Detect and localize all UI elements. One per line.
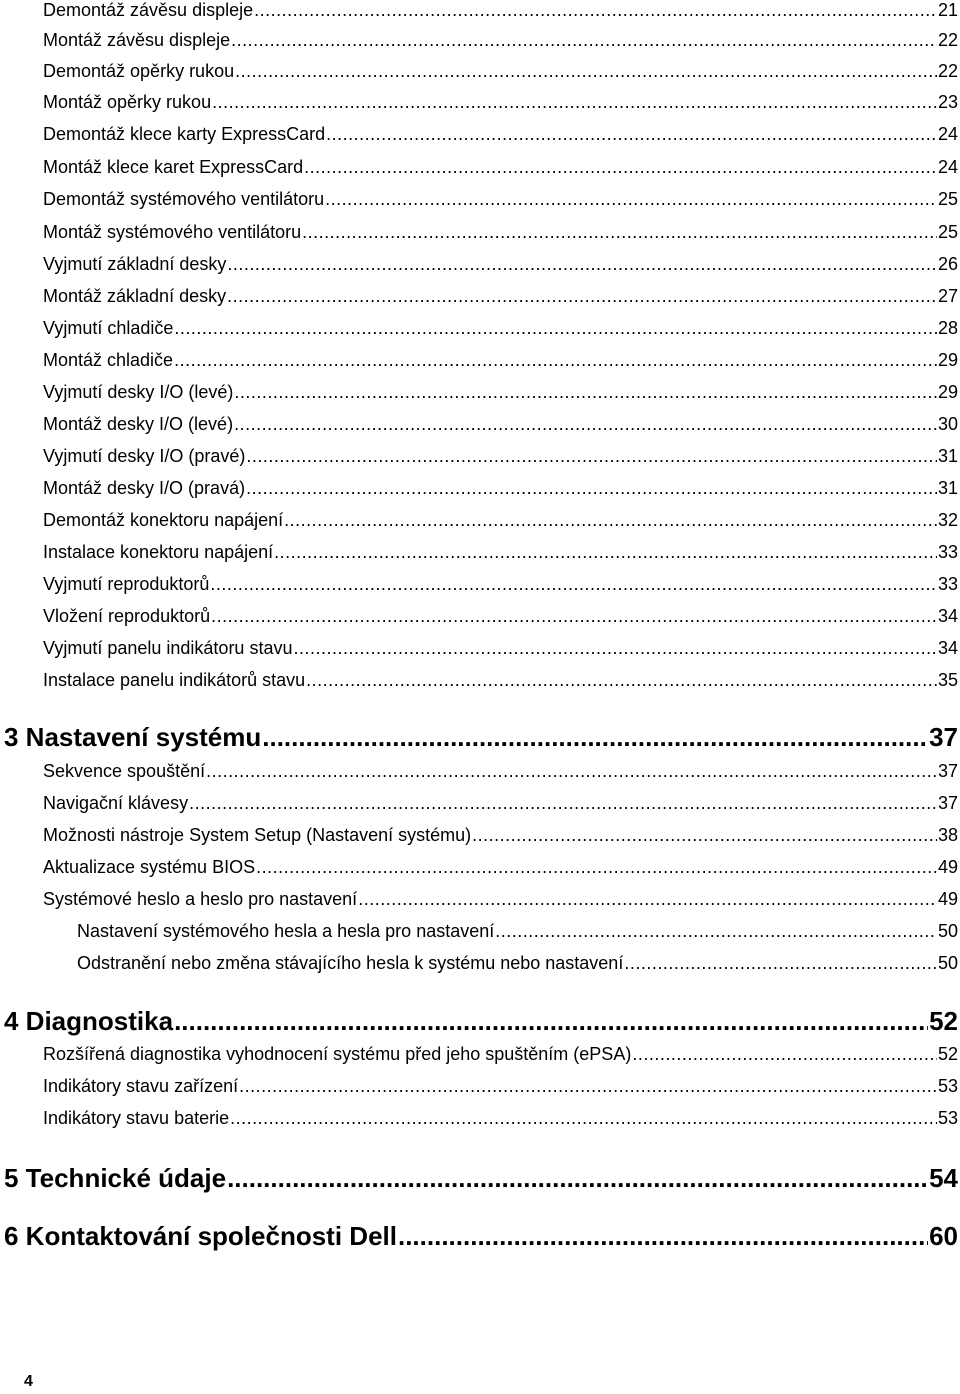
toc-entry-page: 26	[937, 254, 958, 274]
toc-entry[interactable]	[43, 254, 958, 275]
leader-dots	[284, 510, 937, 531]
toc-chapter[interactable]	[4, 1163, 958, 1194]
toc-subentry[interactable]	[77, 921, 958, 942]
toc-entry-page: 49	[937, 857, 958, 877]
toc-entry-page: 29	[937, 350, 958, 370]
toc-entry[interactable]	[43, 350, 958, 371]
leader-dots	[398, 1221, 928, 1252]
toc-entry-title: Montáž systémového ventilátoru	[43, 222, 302, 242]
toc-entry[interactable]	[43, 478, 958, 499]
toc-entry[interactable]	[43, 606, 958, 627]
toc-entry-page: 33	[937, 574, 958, 594]
toc-entry-title: Rozšířená diagnostika vyhodnocení systému před jeho spuštěním (ePSA)	[43, 1044, 632, 1064]
toc-entry-title: Instalace panelu indikátorů stavu	[43, 670, 306, 690]
toc-entry-title: Odstranění nebo změna stávajícího hesla k systému nebo nastavení	[77, 953, 624, 973]
toc-entry[interactable]	[43, 382, 958, 403]
leader-dots	[235, 61, 937, 82]
toc-entry-page: 21	[937, 0, 958, 20]
toc-entry-page: 32	[937, 510, 958, 530]
leader-dots	[210, 574, 937, 595]
toc-entry-title: Nastavení systémového hesla a hesla pro nastavení	[77, 921, 495, 941]
toc-entry-page: 49	[937, 889, 958, 909]
leader-dots	[624, 953, 937, 974]
toc-entry-title: Aktualizace systému BIOS	[43, 857, 256, 877]
toc-entry-page: 53	[937, 1076, 958, 1096]
toc-entry[interactable]	[43, 761, 958, 782]
toc-entry-page: 31	[937, 446, 958, 466]
leader-dots	[174, 350, 937, 371]
leader-dots	[632, 1044, 937, 1065]
leader-dots	[274, 542, 937, 563]
toc-entry[interactable]	[43, 638, 958, 659]
toc-entry[interactable]	[43, 157, 958, 178]
toc-entry[interactable]	[43, 889, 958, 910]
toc-chapter[interactable]	[4, 1006, 958, 1037]
leader-dots	[227, 254, 937, 275]
toc-chapter-title: 4 Diagnostika	[4, 1006, 174, 1036]
leader-dots	[246, 446, 937, 467]
leader-dots	[262, 722, 928, 753]
leader-dots	[212, 92, 937, 113]
toc-entry[interactable]	[43, 222, 958, 243]
leader-dots	[495, 921, 937, 942]
leader-dots	[234, 414, 937, 435]
toc-entry-title: Vyjmutí chladiče	[43, 318, 174, 338]
toc-entry[interactable]	[43, 286, 958, 307]
footer-page-number: 4	[24, 1373, 33, 1390]
toc-entry[interactable]	[43, 446, 958, 467]
toc-entry-title: Vložení reproduktorů	[43, 606, 211, 626]
toc-entry-title: Montáž základní desky	[43, 286, 227, 306]
toc-entry[interactable]	[43, 793, 958, 814]
toc-chapter-page: 60	[929, 1221, 958, 1251]
toc-entry-title: Demontáž klece karty ExpressCard	[43, 124, 326, 144]
toc-entry-title: Montáž chladiče	[43, 350, 174, 370]
toc-entry-page: 23	[937, 92, 958, 112]
toc-entry-page: 22	[937, 61, 958, 81]
toc-entry[interactable]	[43, 414, 958, 435]
toc-chapter-page: 37	[929, 722, 958, 752]
leader-dots	[239, 1076, 937, 1097]
toc-subentry[interactable]	[77, 953, 958, 974]
toc-entry-title: Demontáž konektoru napájení	[43, 510, 284, 530]
toc-entry[interactable]	[43, 542, 958, 563]
leader-dots	[234, 382, 937, 403]
leader-dots	[230, 1108, 937, 1129]
leader-dots	[174, 318, 937, 339]
leader-dots	[211, 606, 937, 627]
toc-entry-title: Instalace konektoru napájení	[43, 542, 274, 562]
toc-entry-page: 28	[937, 318, 958, 338]
toc-entry-page: 53	[937, 1108, 958, 1128]
toc-entry[interactable]	[43, 574, 958, 595]
toc-chapter-page: 54	[929, 1163, 958, 1193]
leader-dots	[472, 825, 937, 846]
toc-entry-title: Montáž desky I/O (levé)	[43, 414, 234, 434]
toc-entry[interactable]	[43, 61, 958, 82]
toc-entry-page: 22	[937, 30, 958, 50]
toc-entry-title: Vyjmutí desky I/O (pravé)	[43, 446, 246, 466]
toc-entry-page: 35	[937, 670, 958, 690]
toc-entry-title: Indikátory stavu zařízení	[43, 1076, 239, 1096]
toc-entry[interactable]	[43, 510, 958, 531]
leader-dots	[254, 0, 937, 21]
toc-entry-page: 34	[937, 638, 958, 658]
toc-entry-title: Vyjmutí základní desky	[43, 254, 227, 274]
toc-chapter[interactable]	[4, 1221, 958, 1252]
leader-dots	[325, 189, 937, 210]
toc-entry-page: 30	[937, 414, 958, 434]
toc-entry[interactable]	[43, 318, 958, 339]
leader-dots	[174, 1006, 928, 1037]
toc-entry-page: 50	[937, 953, 958, 973]
toc-entry-title: Montáž klece karet ExpressCard	[43, 157, 304, 177]
toc-entry-page: 25	[937, 222, 958, 242]
toc-chapter[interactable]	[4, 722, 958, 753]
toc-entry-page: 37	[937, 761, 958, 781]
toc-entry-title: Vyjmutí desky I/O (levé)	[43, 382, 234, 402]
toc-entry-page: 25	[937, 189, 958, 209]
toc-chapter-title: 5 Technické údaje	[4, 1163, 227, 1193]
leader-dots	[306, 670, 937, 691]
toc-entry-page: 37	[937, 793, 958, 813]
toc-entry-title: Systémové heslo a heslo pro nastavení	[43, 889, 358, 909]
leader-dots	[256, 857, 937, 878]
toc-entry-title: Indikátory stavu baterie	[43, 1108, 230, 1128]
toc-entry[interactable]	[43, 92, 958, 113]
toc-entry-page: 50	[937, 921, 958, 941]
toc-entry-title: Demontáž závěsu displeje	[43, 0, 254, 20]
toc-entry-title: Navigační klávesy	[43, 793, 189, 813]
toc-entry[interactable]	[43, 1076, 958, 1097]
leader-dots	[206, 761, 937, 782]
leader-dots	[302, 222, 937, 243]
leader-dots	[246, 478, 937, 499]
toc-entry-page: 27	[937, 286, 958, 306]
toc-entry[interactable]	[43, 0, 958, 21]
toc-entry-page: 34	[937, 606, 958, 626]
toc-entry-page: 24	[937, 124, 958, 144]
toc-entry-title: Sekvence spouštění	[43, 761, 206, 781]
toc-entry-title: Demontáž systémového ventilátoru	[43, 189, 325, 209]
toc-chapter-title: 6 Kontaktování společnosti Dell	[4, 1221, 397, 1251]
leader-dots	[326, 124, 937, 145]
leader-dots	[304, 157, 937, 178]
toc-entry-page: 33	[937, 542, 958, 562]
toc-entry-page: 52	[937, 1044, 958, 1064]
toc-entry-page: 38	[937, 825, 958, 845]
toc-entry[interactable]	[43, 857, 958, 878]
toc-entry-page: 24	[937, 157, 958, 177]
toc-entry-title: Vyjmutí panelu indikátoru stavu	[43, 638, 293, 658]
toc-entry[interactable]	[43, 1108, 958, 1129]
toc-entry-title: Možnosti nástroje System Setup (Nastavení systému)	[43, 825, 472, 845]
leader-dots	[231, 30, 937, 51]
toc-entry[interactable]	[43, 30, 958, 51]
leader-dots	[227, 1163, 928, 1194]
toc-entry-title: Montáž závěsu displeje	[43, 30, 231, 50]
leader-dots	[189, 793, 937, 814]
toc-entry-title: Montáž opěrky rukou	[43, 92, 212, 112]
toc-entry-page: 31	[937, 478, 958, 498]
toc-entry[interactable]	[43, 670, 958, 691]
toc-entry[interactable]	[43, 825, 958, 846]
toc-chapter-page: 52	[929, 1006, 958, 1036]
toc-entry-title: Vyjmutí reproduktorů	[43, 574, 210, 594]
toc-entry-title: Montáž desky I/O (pravá)	[43, 478, 246, 498]
toc-chapter-title: 3 Nastavení systému	[4, 722, 262, 752]
leader-dots	[358, 889, 937, 910]
toc-entry-page: 29	[937, 382, 958, 402]
toc-entry-title: Demontáž opěrky rukou	[43, 61, 235, 81]
toc-entry[interactable]	[43, 189, 958, 210]
toc-entry[interactable]	[43, 124, 958, 145]
leader-dots	[293, 638, 937, 659]
leader-dots	[227, 286, 937, 307]
toc-entry[interactable]	[43, 1044, 958, 1065]
